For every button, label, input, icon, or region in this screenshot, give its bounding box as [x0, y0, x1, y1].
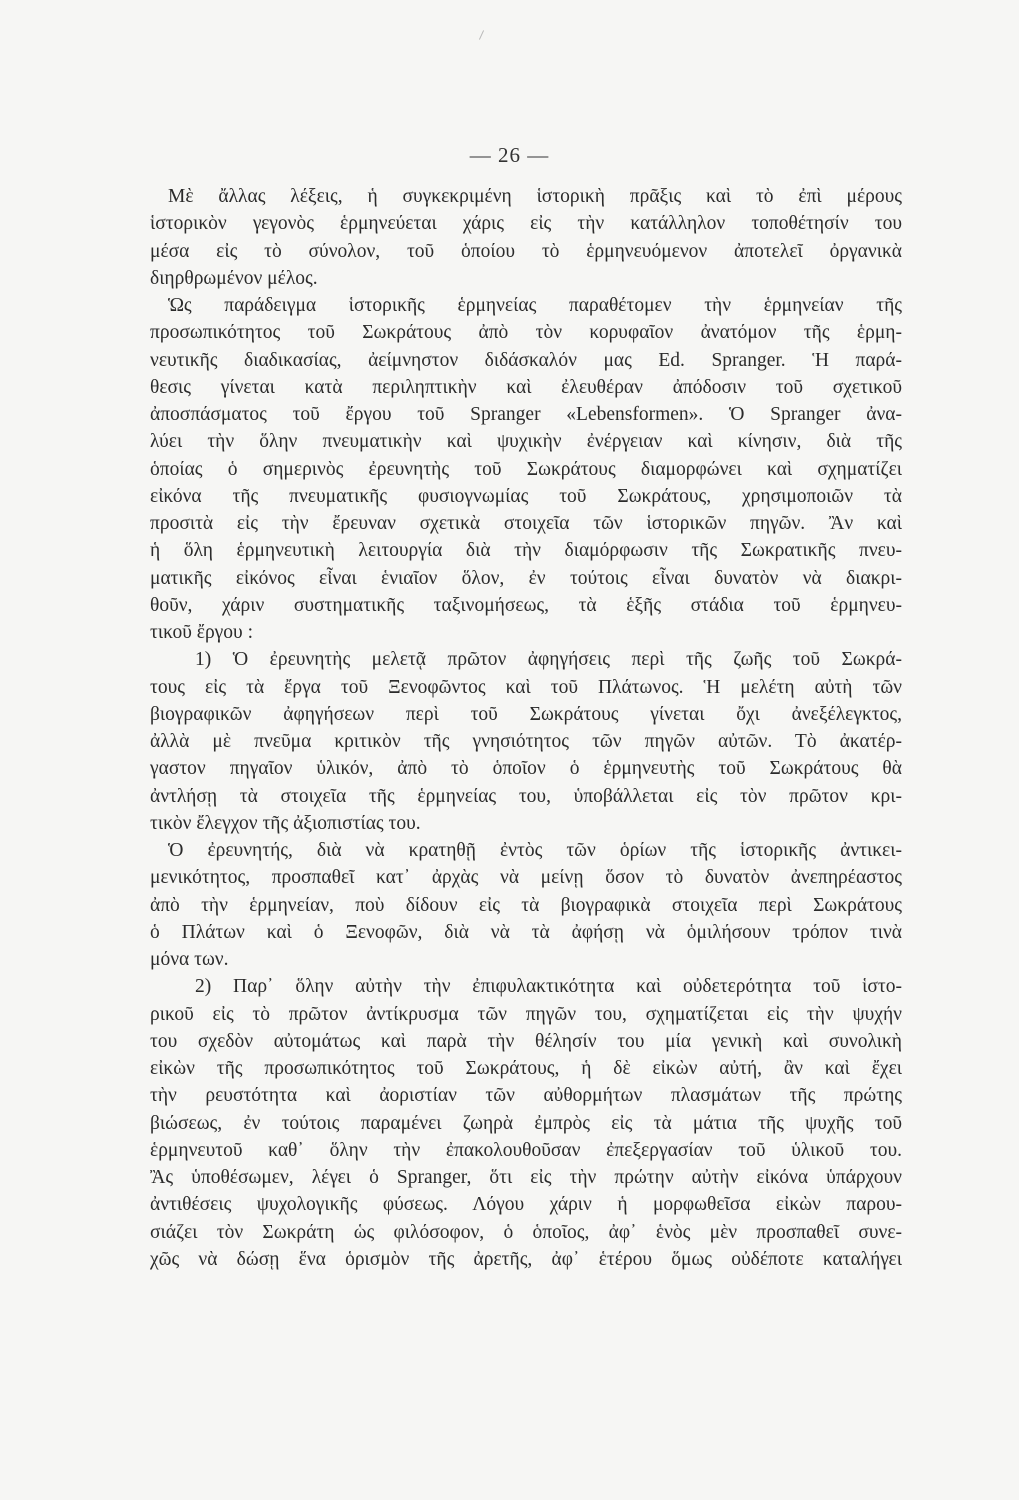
text-line: μενικότητος, προσπαθεῖ κατ᾽ ἀρχὰς νὰ μείνῃ ὅσον τὸ δυνατὸν ἀνεπηρέαστος: [150, 867, 902, 889]
text-line: ἀπὸ τὴν ἑρμηνείαν, ποὺ δίδουν εἰς τὰ βιογραφικὰ στοιχεῖα περὶ Σωκράτους: [150, 894, 902, 916]
body-text: [150, 183, 902, 1273]
stray-pencil-mark: [479, 30, 484, 39]
text-line: Μὲ ἄλλας λέξεις, ἡ συγκεκριμένη ἱστορικὴ πρᾶξις καὶ τὸ ἐπὶ μέρους: [168, 186, 902, 207]
text-line: τικὸν ἔλεγχον τῆς ἀξιοπιστίας του.: [150, 812, 421, 834]
text-line: θοῦν, χάριν συστηματικῆς ταξινομήσεως, τὰ ἑξῆς στάδια τοῦ ἑρμηνευ-: [150, 594, 902, 616]
text-line: βιώσεως, ἐν τούτοις παραμένει ζωηρὰ ἐμπρὸς εἰς τὰ μάτια τῆς ψυχῆς τοῦ: [150, 1112, 902, 1134]
text-line: ἀλλὰ μὲ πνεῦμα κριτικὸν τῆς γνησιότητος τῶν πηγῶν αὐτῶν. Τὸ ἀκατέρ-: [150, 731, 902, 752]
text-line: ματικῆς εἰκόνος εἶναι ἑνιαῖον ὅλον, ἐν τούτοις εἶναι δυνατὸν νὰ διακρι-: [150, 567, 902, 589]
text-line: νευτικῆς διαδικασίας, ἀείμνηστον διδάσκαλόν μας Ed. Spranger. Ἡ παρά-: [150, 349, 902, 371]
text-line: εἰκὼν τῆς προσωπικότητος τοῦ Σωκράτους, ἡ δὲ εἰκὼν αὐτή, ἂν καὶ ἔχει: [150, 1058, 902, 1079]
text-line: ὁ Πλάτων καὶ ὁ Ξενοφῶν, διὰ νὰ τὰ ἀφήσῃ νὰ ὁμιλήσουν τρόπον τινὰ: [150, 921, 902, 943]
text-line: του σχεδὸν αὐτομάτως καὶ παρὰ τὴν θέλησίν του μία γενικὴ καὶ συνολικὴ: [150, 1030, 902, 1052]
text-line: Ὁ ἐρευνητής, διὰ νὰ κρατηθῇ ἐντὸς τῶν ὁρίων τῆς ἱστορικῆς ἀντικει-: [168, 840, 902, 861]
text-line: ἡ ὅλη ἑρμηνευτικὴ λειτουργία διὰ τὴν διαμόρφωσιν τῆς Σωκρατικῆς πνευ-: [150, 540, 902, 562]
text-line: 1) Ὁ ἐρευνητὴς μελετᾷ πρῶτον ἀφηγήσεις περὶ τῆς ζωῆς τοῦ Σωκρά-: [195, 649, 902, 671]
text-line: ἀντιθέσεις ψυχολογικῆς φύσεως. Λόγου χάριν ἡ μορφωθεῖσα εἰκὼν παρου-: [150, 1194, 902, 1216]
text-line: 2) Παρ᾽ ὅλην αὐτὴν τὴν ἐπιφυλακτικότητα καὶ οὐδετερότητα τοῦ ἱστο-: [195, 976, 902, 998]
text-line: ὁποίας ὁ σημερινὸς ἐρευνητὴς τοῦ Σωκράτους διαμορφώνει καὶ σχηματίζει: [150, 458, 902, 480]
text-line: ἀποσπάσματος τοῦ ἔργου τοῦ Spranger «Lebensformen». Ὁ Spranger ἀνα-: [150, 404, 902, 425]
text-line: ἱστορικὸν γεγονὸς ἑρμηνεύεται χάρις εἰς τὴν κατάλληλον τοποθέτησίν του: [150, 213, 902, 235]
text-line: διηρθρωμένον μέλος.: [150, 267, 318, 289]
text-line: τὴν ρευστότητα καὶ ἀοριστίαν τῶν αὐθορμήτων πλασμάτων τῆς πρώτης: [150, 1085, 902, 1107]
text-line: ἑρμηνευτοῦ καθ᾽ ὅλην τὴν ἐπακολουθοῦσαν ἐπεξεργασίαν τοῦ ὑλικοῦ του.: [150, 1139, 902, 1161]
text-line: μέσα εἰς τὸ σύνολον, τοῦ ὁποίου τὸ ἑρμηνευόμενον ἀποτελεῖ ὀργανικὰ: [150, 240, 902, 262]
text-line: προσωπικότητος τοῦ Σωκράτους ἀπὸ τὸν κορυφαῖον ἀνατόμον τῆς ἑρμη-: [150, 322, 902, 344]
text-line: Ὡς παράδειγμα ἱστορικῆς ἑρμηνείας παραθέτομεν τὴν ἑρμηνείαν τῆς: [168, 295, 902, 316]
text-line: λύει τὴν ὅλην πνευματικὴν καὶ ψυχικὴν ἐνέργειαν καὶ κίνησιν, διὰ τῆς: [150, 431, 902, 453]
text-line: προσιτὰ εἰς τὴν ἔρευναν σχετικὰ στοιχεῖα τῶν ἱστορικῶν πηγῶν. Ἂν καὶ: [150, 513, 902, 534]
text-line: χῶς νὰ δώσῃ ἕνα ὁρισμὸν τῆς ἀρετῆς, ἀφ᾽ ἑτέρου ὅμως οὐδέποτε καταλήγει: [150, 1248, 902, 1270]
text-line: ἀντλήσῃ τὰ στοιχεῖα τῆς ἑρμηνείας του, ὑποβάλλεται εἰς τὸν πρῶτον κρι-: [150, 785, 902, 807]
text-line: τους εἰς τὰ ἔργα τοῦ Ξενοφῶντος καὶ τοῦ Πλάτωνος. Ἡ μελέτη αὐτὴ τῶν: [150, 676, 902, 698]
text-line: μόνα των.: [150, 949, 229, 970]
text-line: Ἂς ὑποθέσωμεν, λέγει ὁ Spranger, ὅτι εἰς τὴν πρώτην αὐτὴν εἰκόνα ὑπάρχουν: [150, 1167, 902, 1188]
text-line: γαστον πηγαῖον ὑλικόν, ἀπὸ τὸ ὁποῖον ὁ ἑρμηνευτὴς τοῦ Σωκράτους θὰ: [150, 758, 902, 780]
text-line: εἰκόνα τῆς πνευματικῆς φυσιογνωμίας τοῦ Σωκράτους, χρησιμοποιῶν τὰ: [150, 485, 902, 507]
text-line: θεσις γίνεται κατὰ περιληπτικὴν καὶ ἐλευθέραν ἀπόδοσιν τοῦ σχετικοῦ: [150, 376, 902, 398]
page-number: — 26 —: [469, 143, 550, 167]
text-line: σιάζει τὸν Σωκράτη ὡς φιλόσοφον, ὁ ὁποῖος, ἀφ᾽ ἑνὸς μὲν προσπαθεῖ συνε-: [150, 1221, 902, 1243]
text-line: ρικοῦ εἰς τὸ πρῶτον ἀντίκρυσμα τῶν πηγῶν του, σχηματίζεται εἰς τὴν ψυχήν: [150, 1003, 902, 1025]
text-line: τικοῦ ἔργου :: [150, 622, 253, 643]
text-line: βιογραφικῶν ἀφηγήσεων περὶ τοῦ Σωκράτους γίνεται ὄχι ἀνεξέλεγκτος,: [150, 703, 902, 725]
